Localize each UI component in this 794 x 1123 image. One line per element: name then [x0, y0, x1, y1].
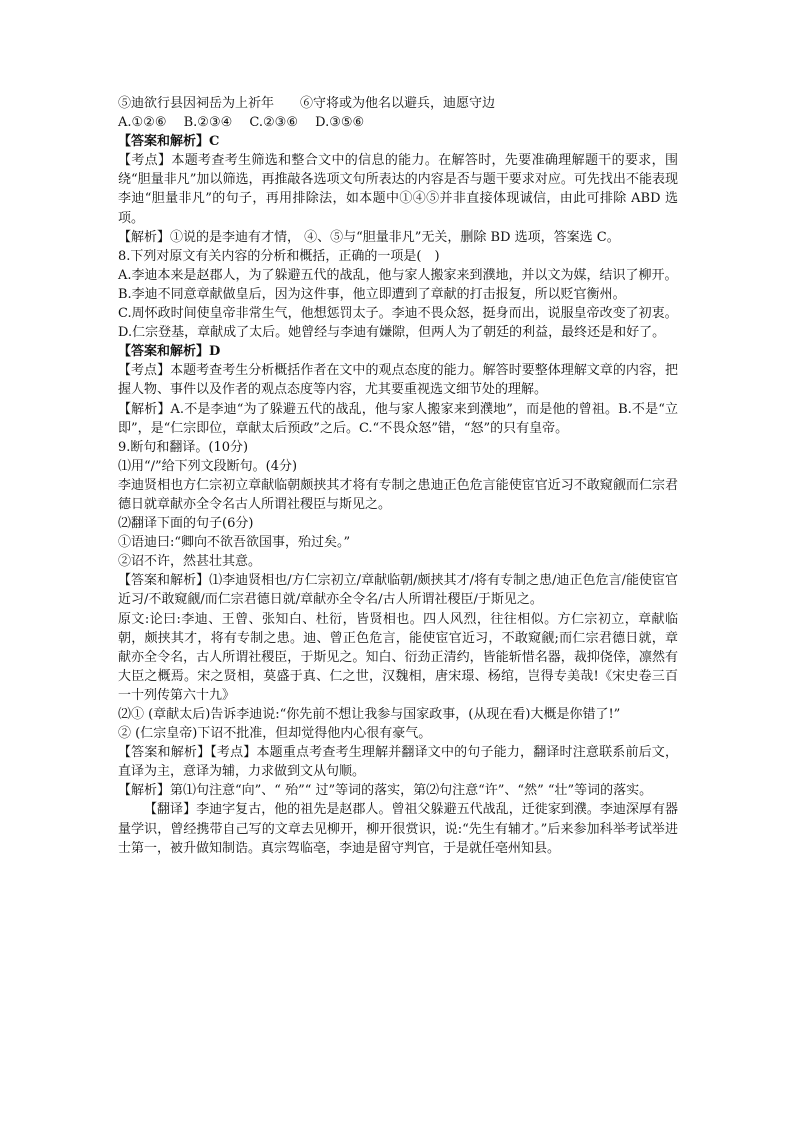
option-8a: A.李迪本来是赵郡人，为了躲避五代的战乱，他与家人搬家来到濮地，并以文为媒，结识了柳开。	[118, 267, 678, 283]
answer-heading-8: 【答案和解析】D	[118, 344, 221, 360]
question-8: 8.下列对原文有关内容的分析和概括，正确的一项是( )	[118, 248, 440, 264]
original-text: 原文:论曰:李迪、王曾、张知白、杜衍，皆贤相也。四人风烈，往往相似。方仁宗初立，章献临朝，颇挟其才，将有专制之患。迪、曾正色危言，能使宦官近习，不敢窥觎;而仁宗君德日就，章献亦全令名，古人所谓社稷臣，于斯见之。知白、衍劲正清约，皆能斩惜名器，裁抑侥倖，凛然有大臣之概焉。宋之贤相，莫盛于真、仁之世，汉魏相，唐宋璟、杨绾，岂得专美哉!《宋史卷三百一十列传第六十九》	[118, 611, 678, 703]
question-9-1: ⑴用“/”给下列文段断句。(4分)	[118, 458, 298, 474]
jiexi-9: 【解析】第⑴句注意“向”、“ 殆”“ 过”等词的落实，第⑵句注意“许”、“然” “壮”等词的落实。	[118, 783, 653, 799]
sentence-9-2-1: ①语迪曰:“卿向不欲吾欲国事，殆过矣。”	[118, 535, 351, 551]
translation: 【翻译】李迪字复古，他的祖先是赵郡人。曾祖父躲避五代战乱，迁徙家到濮。李迪深厚有器量学识，曾经携带自己写的文章去见柳开，柳开很赏识，说:“先生有辅才。”后来参加科举考试举进士第一，被升做知制诰。真宗驾临亳，李迪是留守判官，于是就任亳州知县。	[118, 802, 678, 856]
kaodian-9: 【答案和解析】【考点】本题重点考查考生理解并翻译文中的句子能力，翻译时注意联系前后文，直译为主，意译为辅，力求做到文从句顺。	[118, 745, 678, 780]
passage-9-1: 李迪贤相也方仁宗初立章献临朝颇挟其才将有专制之患迪正色危言能使宦官近习不敢窥觎而仁宗君德日就章献亦全令名古人所谓社稷臣与斯见之。	[118, 477, 678, 512]
answer-choices-7: A.①②⑥ B.②③④ C.②③⑥ D.③⑤⑥	[118, 115, 365, 131]
question-9: 9.断句和翻译。(10分)	[118, 439, 249, 455]
answer-heading-7: 【答案和解析】C	[118, 134, 220, 150]
option-8c: C.周怀政时间使皇帝非常生气，他想惩罚太子。李迪不畏众怒，挺身而出，说服皇帝改变了初衷。	[118, 306, 678, 322]
option-8b: B.李迪不同意章献做皇后，因为这件事，他立即遭到了章献的打击报复，所以贬官衡州。	[118, 286, 626, 302]
kaodian-7: 【考点】本题考查考生筛选和整合文中的信息的能力。在解答时，先要准确理解题干的要求，围绕“胆量非凡”加以筛选，再推敲各选项文句所表达的内容是否与题干要求对应。可先找出不能表现李迪“胆量非凡”的句子，再用排除法，如本题中①④⑤并非直接体现诚信，由此可排除 ABD 选项。	[118, 153, 678, 226]
answer-9-2-1: ⑵① (章献太后)告诉李迪说:“你先前不想让我参与国家政事，(从现在看)大概是你错了!”	[118, 707, 621, 722]
question-9-2: ⑵翻译下面的句子(6分)	[118, 516, 254, 532]
document-page	[118, 94, 678, 858]
options-line-5-6: ⑤迪欲行县因祠岳为上祈年 ⑥守将或为他名以避兵，迪愿守边	[118, 96, 496, 111]
answer-9-2-2: ② (仁宗皇帝)下诏不批准，但却觉得他内心很有豪气。	[118, 726, 432, 742]
jiexi-8: 【解析】A.不是李迪“为了躲避五代的战乱，他与家人搬家来到濮地”，而是他的曾祖。B.不是“立即”，是“仁宗即位，章献太后预政”之后。C.“不畏众怒”错，“怒”的只有皇帝。	[118, 401, 678, 436]
jiexi-7: 【解析】①说的是李迪有才情， ④、⑤与“胆量非凡”无关，删除 BD 选项，答案选 C。	[118, 229, 620, 245]
option-8d: D.仁宗登基，章献成了太后。她曾经与李迪有嫌隙，但两人为了朝廷的利益，最终还是和好了。	[118, 325, 666, 341]
answer-9-1: 【答案和解析】⑴李迪贤相也/方仁宗初立/章献临朝/颇挟其才/将有专制之患/迪正色危言/能使宦官近习/不敢窥觎/而仁宗君德日就/章献亦全令名/古人所谓社稷臣/于斯见之。	[118, 573, 678, 608]
sentence-9-2-2: ②诏不许，然甚壮其意。	[118, 554, 262, 570]
kaodian-8: 【考点】本题考查考生分析概括作者在文中的观点态度的能力。解答时要整体理解文章的内容，把握人物、事件以及作者的观点态度等内容，尤其要重视选文细节处的理解。	[118, 363, 678, 398]
